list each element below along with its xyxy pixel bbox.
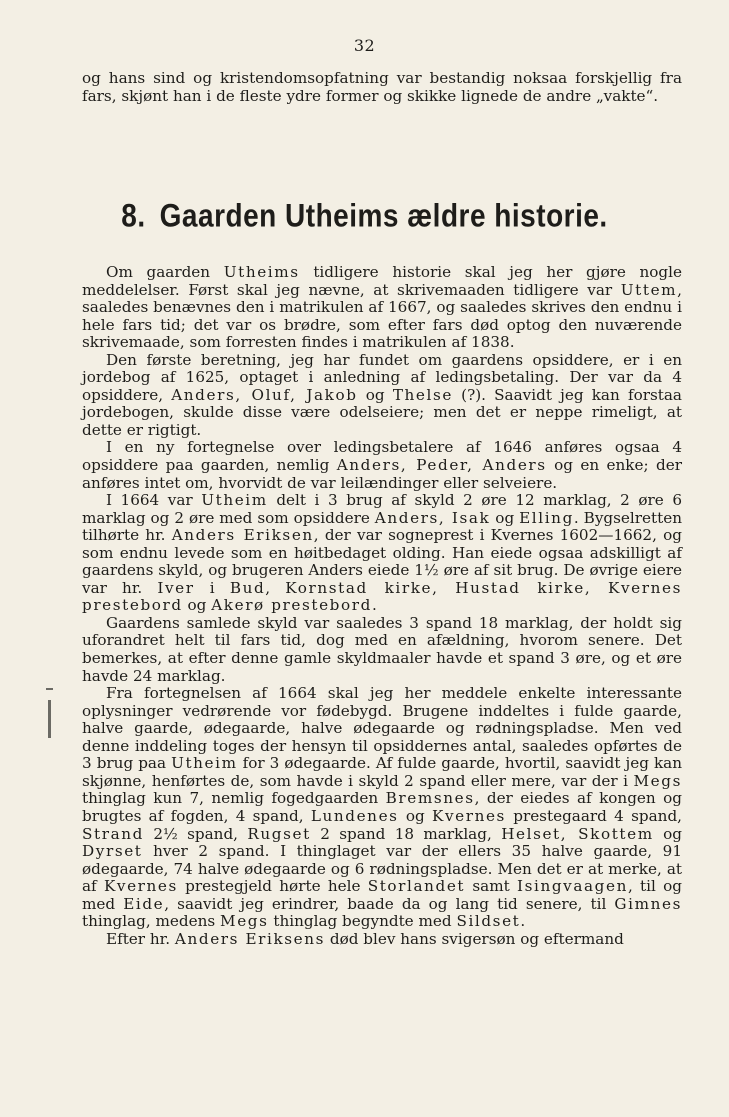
section-title: Gaarden Utheims ældre historie. <box>159 197 608 234</box>
spaced-name: Storlandet <box>367 877 466 896</box>
body-paragraph <box>82 931 682 949</box>
margin-mark <box>46 688 53 690</box>
text-run: for 3 ødegaarde. Af fulde gaarde, hvortil, saavidt jeg kan skjønne, henførtes de, som havde i skyld 2 spand eller mere, var der i <box>82 754 682 790</box>
spaced-name: Utheim <box>201 491 268 510</box>
spaced-name: Eide <box>123 894 165 913</box>
spaced-name: Utheim <box>171 754 238 773</box>
text-run: thinglag kun 7, nemlig fogedgaarden <box>82 789 386 808</box>
text-run: thinglag, medens <box>82 912 221 931</box>
text-run: Efter hr. <box>106 929 175 948</box>
text-run: hver 2 spand. I thinglaget var der ellers 35 halve gaarde, 91 ødegaarde, 74 halve ødegaarde og 6 rødningspladse. Men det er at merke, at af <box>82 842 682 896</box>
spaced-name: Lundenes <box>310 806 399 825</box>
text-run: 2½ spand, <box>143 824 248 843</box>
text-run: Gaardens samlede skyld var saaledes 3 spand 18 marklag, der holdt sig uforandret helt til fars tid, dog med en afældning, hvorom senere. Det bemerkes, at efter denne gamle skyldmaaler havde et spand 3 øre, og et øre havde 24 marklag. <box>82 613 682 685</box>
spaced-name: Strand <box>82 824 144 843</box>
spaced-name: Anders Eriksens <box>174 929 326 948</box>
text-run: thinglag begyndte med <box>268 912 457 931</box>
body-paragraph <box>82 439 682 492</box>
text-run: , saavidt jeg erindrer, baade da og lang tid senere, til <box>164 894 615 913</box>
text-run: samt <box>465 877 518 896</box>
text-run: og <box>490 508 520 527</box>
spaced-name: Uttem <box>620 280 678 299</box>
spaced-name: Sildset <box>456 912 521 931</box>
spaced-name: Anders, Isak <box>374 508 491 527</box>
text-run: . Bygselretten tilhørte hr. <box>82 508 682 545</box>
body-paragraph <box>82 352 682 440</box>
spaced-name: Kvernes <box>103 877 178 896</box>
spaced-name: Bud <box>229 578 266 597</box>
text-run: og <box>357 385 393 404</box>
spaced-name: Gimnes <box>614 894 682 913</box>
text-run: og <box>398 806 432 825</box>
text-run: . <box>371 596 377 615</box>
text-run: i <box>194 578 230 597</box>
text-run: I en ny fortegnelse over ledingsbetalere af 1646 anføres ogsaa 4 opsiddere paa gaarden, nemlig <box>82 438 682 475</box>
spaced-name: Dyrset <box>82 842 143 861</box>
page-number: 32 <box>353 36 376 55</box>
text-run: , saaledes benævnes den i matrikulen af 1667, og saaledes skrives den endnu i hele fars tid; det var os brødre, som efter fars død optog den nuværende skrivemaade, som forresten findes i matrikulen af 1838. <box>82 280 682 352</box>
text-run: delt i 3 brug af skyld 2 øre 12 marklag, 2 øre 6 marklag og 2 øre med som opsiddere <box>82 491 683 527</box>
text-run: , der var sogneprest i Kvernes 1602—1662, og som endnu levede som en høitbedaget olding. Han eiede ogsaa adskilligt af gaardens skyld, og brugeren Anders eiede 1½ øre af sit brug. De øvrige eiere var hr. <box>82 526 682 597</box>
spaced-name: Rugset <box>247 824 311 843</box>
intro-paragraph: og hans sind og kristendomsopfatning var bestandig noksaa forskjellig fra fars, skjønt han i de fleste ydre former og skikke lignede de andre „vakte“. <box>82 69 682 105</box>
text-run: , til og med <box>82 877 682 913</box>
spaced-name: Bremsnes <box>385 789 475 808</box>
spaced-name: Akerø prestebord <box>211 596 372 615</box>
text-run: Fra fortegnelsen af 1664 skal jeg her meddele enkelte interessante oplysninger vedrørende vor fødebygd. Brugene inddeltes i fulde gaarde, halve gaarde, ødegaarde, halve ødegaarde og rødningspladse. Men ved denne inddeling toges der hensyn til opsiddernes antal, saaledes opførtes de 3 brug paa <box>82 684 682 773</box>
spaced-name: Iver <box>157 578 195 597</box>
text-run: og <box>182 596 212 615</box>
text-run: prestegjeld hørte hele <box>177 877 368 896</box>
text-run: , der eiedes af kongen og brugtes af fogden, 4 spand, <box>82 789 682 825</box>
body-paragraph <box>82 492 682 615</box>
text-run: , <box>265 578 286 597</box>
body-paragraph <box>82 685 682 931</box>
text-run: og <box>653 824 682 843</box>
spaced-name: Isingvaagen <box>517 877 628 896</box>
spaced-name: Megs <box>220 912 269 931</box>
spaced-name: Elling <box>519 508 574 527</box>
spaced-name: Anders, Peder, Anders <box>336 456 547 475</box>
spaced-name: Helset, Skottem <box>501 824 654 843</box>
text-run: tidligere historie skal jeg her gjøre nogle meddelelser. Først skal jeg nævne, at skrivemaaden tidligere var <box>82 263 683 299</box>
text-run: Den første beretning, jeg har fundet om gaardens opsiddere, er i en jordebog af 1625, optaget i anledning af ledingsbetaling. Der var da 4 opsiddere, <box>82 350 682 404</box>
spaced-name: Anders, Oluf, Jakob <box>171 385 358 404</box>
text-run: . <box>520 912 526 931</box>
text-run: og en enke; der anføres intet om, hvorvidt de var leilændinger eller selveiere. <box>82 456 682 492</box>
spaced-name: Kornstad kirke, Hustad kirke, Kvernes prestebord <box>82 578 682 615</box>
spaced-name: Utheims <box>223 263 300 281</box>
spaced-name: Kvernes <box>432 806 506 825</box>
body-paragraph <box>82 615 682 685</box>
text-run: død blev hans svigersøn og eftermand <box>325 929 624 948</box>
section-number: 8. <box>121 197 146 234</box>
spaced-name: Anders Eriksen <box>171 526 314 545</box>
text-run: prestegaard 4 spand, <box>505 806 683 825</box>
section-body <box>82 264 682 948</box>
body-paragraph <box>82 264 682 352</box>
spaced-name: Megs <box>633 771 682 790</box>
section-heading <box>0 198 729 235</box>
margin-mark <box>48 700 51 738</box>
spaced-name: Thelse <box>392 385 453 404</box>
text-run: 2 spand 18 marklag, <box>310 824 502 843</box>
text-run: Om gaarden <box>106 263 224 281</box>
text-run: (?). Saavidt jeg kan forstaa jordebogen, skulde disse være odelseiere; men det er neppe rimeligt, at dette er rigtigt. <box>82 385 682 439</box>
text-run: I 1664 var <box>106 491 202 510</box>
